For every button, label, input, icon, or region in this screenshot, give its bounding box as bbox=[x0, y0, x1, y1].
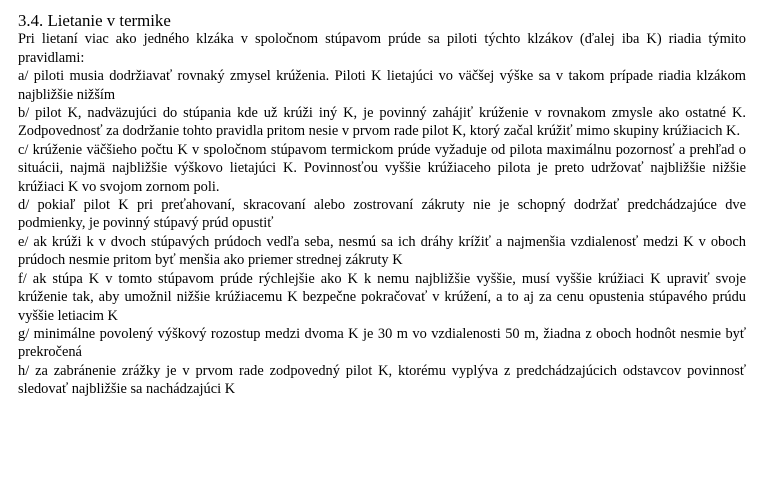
rule-item-d: d/ pokiaľ pilot K pri preťahovaní, skracovaní alebo zostrovaní zákruty nie je schopný dodržať predchádzajúce dve podmienky, je povinný stúpavý prúd opustiť bbox=[18, 197, 746, 232]
rule-item-e: e/ ak krúži k v dvoch stúpavých prúdoch vedľa seba, nesmú sa ich dráhy krížiť a najmenšia vzdialenosť medzi K v oboch prúdoch nesmie pritom byť menšia ako priemer strednej zákruty K bbox=[18, 233, 746, 269]
rule-item-h: h/ za zabránenie zrážky je v prvom rade zodpovedný pilot K, ktorému vyplýva z predchádzajúcich odstavcov povinnosť sledovať najbližšie sa nachádzajúci K bbox=[18, 362, 746, 398]
section-heading: 3.4. Lietanie v termike bbox=[18, 11, 171, 30]
document-body bbox=[18, 12, 746, 399]
rule-item-c: c/ krúženie väčšieho počtu K v spoločnom stúpavom termickom prúde vyžaduje od pilota maximálnu pozornosť a prehľad o situácii, najmä najbližšie výškovo lietajúci K. Povinnosťou vyššie krúžiaceho pilota je preto udržovať najbližšie nižšie krúžiaci K vo svojom zornom poli. bbox=[18, 141, 746, 195]
section-intro: Pri lietaní viac ako jedného klzáka v spoločnom stúpavom prúde sa piloti týchto klzákov (ďalej iba K) riadia týmito pravidlami: bbox=[18, 31, 746, 66]
rule-item-g: g/ minimálne povolený výškový rozostup medzi dvoma K je 30 m vo vzdialenosti 50 m, žiadna z oboch hodnôt nesmie byť prekročená bbox=[18, 325, 746, 361]
rule-item-a: a/ piloti musia dodržiavať rovnaký zmysel krúženia. Piloti K lietajúci vo väčšej výške sa v takom prípade riadia klzákom najbližšie nižším bbox=[18, 68, 746, 103]
rule-item-f: f/ ak stúpa K v tomto stúpavom prúde rýchlejšie ako K k nemu najbližšie vyššie, musí vyššie krúžiaci K upraviť svoje krúženie tak, aby umožnil nižšie krúžiacemu K bezpečne pokračovať v krúžení, a to aj za cenu opustenia stúpavého prúdu vyššie letiacim K bbox=[18, 270, 746, 324]
rule-item-b: b/ pilot K, nadväzujúci do stúpania kde už krúži iný K, je povinný zahájiť krúženie v rovnakom zmysle ako ostatné K. Zodpovednosť za dodržanie tohto pravidla pritom nesie v prvom rade pilot K, ktorý začal krúžiť mimo skupiny krúžiacich K. bbox=[18, 105, 746, 140]
